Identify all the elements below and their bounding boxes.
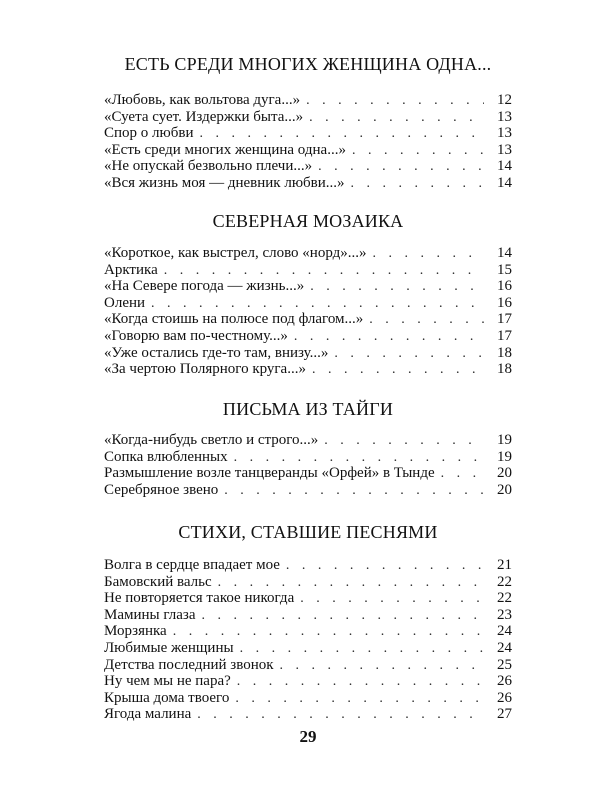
entry-title: «Говорю вам по-честному...» (104, 327, 288, 344)
entry-page-number: 24 (497, 623, 512, 640)
entry-title: Ну чем мы не пара? (104, 673, 231, 690)
entry-page-number: 20 (497, 465, 512, 482)
toc-entry (104, 125, 512, 142)
dot-leader (318, 159, 484, 176)
entry-page-number: 14 (497, 174, 512, 191)
toc-entry (104, 262, 512, 279)
toc-entry (104, 465, 512, 482)
entry-title: Волга в сердце впадает мое (104, 557, 280, 573)
entry-page-number: 19 (497, 432, 512, 448)
entry-title: «На Севере погода — жизнь...» (104, 278, 305, 295)
toc-entry (104, 109, 512, 126)
dot-leader (312, 362, 484, 379)
dot-leader (173, 624, 484, 641)
entry-page-number: 17 (497, 327, 512, 344)
entry-title: Арктика (104, 261, 158, 278)
entry-page-number: 22 (497, 573, 512, 590)
dot-leader (351, 176, 484, 193)
dot-leader (240, 641, 484, 658)
entry-title: «Есть среди многих женщина одна...» (104, 141, 346, 158)
entry-title: «Когда стоишь на полюсе под флагом...» (104, 311, 364, 328)
dot-leader (441, 466, 484, 483)
toc-entry (104, 311, 512, 328)
dot-leader (373, 246, 484, 263)
entry-title: Спор о любви (104, 125, 194, 142)
entry-page-number: 27 (497, 706, 512, 723)
toc-entry (104, 574, 512, 591)
entry-page-number: 17 (497, 311, 512, 328)
toc-entry (104, 142, 512, 159)
toc-entry (104, 432, 512, 449)
toc-entry (104, 607, 512, 624)
entry-title: Крыша дома твоего (104, 689, 230, 706)
dot-leader (237, 674, 484, 691)
entry-page-number: 13 (497, 108, 512, 125)
entry-page-number: 19 (497, 448, 512, 465)
entry-page-number: 18 (497, 361, 512, 378)
entry-title: Мамины глаза (104, 606, 196, 623)
toc-entry (104, 158, 512, 175)
dot-leader (306, 93, 484, 110)
entry-page-number: 16 (497, 294, 512, 311)
dot-leader (151, 296, 484, 313)
entry-page-number: 24 (497, 639, 512, 656)
section-title: ПИСЬМА ИЗ ТАЙГИ (222, 399, 394, 419)
entry-page-number: 26 (497, 689, 512, 706)
entry-title: «Не опускай безвольно плечи...» (104, 158, 313, 175)
toc-entry (104, 657, 512, 674)
dot-leader (280, 658, 484, 675)
toc-entry (104, 557, 512, 574)
toc-entry (104, 345, 512, 362)
dot-leader (300, 591, 484, 608)
entry-title: Бамовский вальс (104, 573, 212, 590)
toc-entry (104, 640, 512, 657)
toc-entry (104, 92, 512, 109)
entry-title: «За чертою Полярного круга...» (104, 361, 306, 378)
dot-leader (164, 263, 484, 280)
entry-title: «Короткое, как выстрел, слово «норд»...» (104, 245, 367, 261)
toc-entry (104, 623, 512, 640)
toc-entry (104, 328, 512, 345)
toc-entry (104, 361, 512, 378)
dot-leader (235, 691, 484, 708)
dot-leader (202, 608, 485, 625)
toc-entry (104, 278, 512, 295)
toc-entry (104, 690, 512, 707)
toc-entry (104, 482, 512, 499)
entry-title: Олени (104, 294, 146, 311)
entry-title: «Вся жизнь моя — дневник любви...» (104, 174, 345, 191)
dot-leader (352, 143, 484, 160)
dot-leader (199, 126, 484, 143)
entry-title: Серебряное звено (104, 481, 219, 498)
dot-leader (309, 110, 484, 127)
dot-leader (294, 329, 484, 346)
dot-leader (324, 433, 484, 450)
toc-entry (104, 706, 512, 723)
entry-page-number: 14 (497, 158, 512, 175)
section-title: ЕСТЬ СРЕДИ МНОГИХ ЖЕНЩИНА ОДНА... (124, 54, 492, 74)
entry-page-number: 14 (497, 245, 512, 261)
entry-title: Не повторяется такое никогда (104, 590, 295, 607)
entry-page-number: 18 (497, 344, 512, 361)
entry-title: Размышление возле танцверанды «Орфей» в Тынде (104, 465, 435, 482)
toc-entry (104, 175, 512, 192)
entry-title: Ягода малина (104, 706, 192, 723)
toc-entry (104, 590, 512, 607)
toc-entry (104, 245, 512, 262)
entry-page-number: 13 (497, 141, 512, 158)
entry-page-number: 26 (497, 673, 512, 690)
dot-leader (334, 346, 484, 363)
section-entries (104, 432, 512, 498)
entry-page-number: 22 (497, 590, 512, 607)
dot-leader (218, 575, 484, 592)
toc-entry (104, 295, 512, 312)
entry-title: «Суета сует. Издержки быта...» (104, 108, 304, 125)
entry-page-number: 25 (497, 656, 512, 673)
toc-entry (104, 449, 512, 466)
entry-page-number: 20 (497, 481, 512, 498)
page-number: 29 (299, 727, 317, 746)
entry-page-number: 16 (497, 278, 512, 295)
entry-page-number: 21 (497, 557, 512, 573)
entry-page-number: 23 (497, 606, 512, 623)
entry-title: «Когда-нибудь светло и строго...» (104, 432, 319, 448)
entry-title: Сопка влюбленных (104, 448, 228, 465)
section-title: СТИХИ, СТАВШИЕ ПЕСНЯМИ (178, 522, 438, 542)
dot-leader (197, 707, 484, 724)
entry-title: «Уже остались где-то там, внизу...» (104, 344, 329, 361)
section-entries (104, 92, 512, 192)
entry-title: Детства последний звонок (104, 656, 274, 673)
entry-page-number: 13 (497, 125, 512, 142)
section-entries (104, 557, 512, 723)
toc-entry (104, 673, 512, 690)
dot-leader (369, 312, 484, 329)
dot-leader (310, 279, 484, 296)
entry-title: Любимые женщины (104, 639, 234, 656)
entry-page-number: 12 (497, 92, 512, 108)
section-entries (104, 245, 512, 378)
entry-title: «Любовь, как вольтова дуга...» (104, 92, 301, 108)
dot-leader (286, 558, 484, 575)
entry-page-number: 15 (497, 261, 512, 278)
dot-leader (224, 483, 484, 500)
section-title: СЕВЕРНАЯ МОЗАИКА (212, 211, 404, 231)
entry-title: Морзянка (104, 623, 167, 640)
dot-leader (234, 450, 484, 467)
